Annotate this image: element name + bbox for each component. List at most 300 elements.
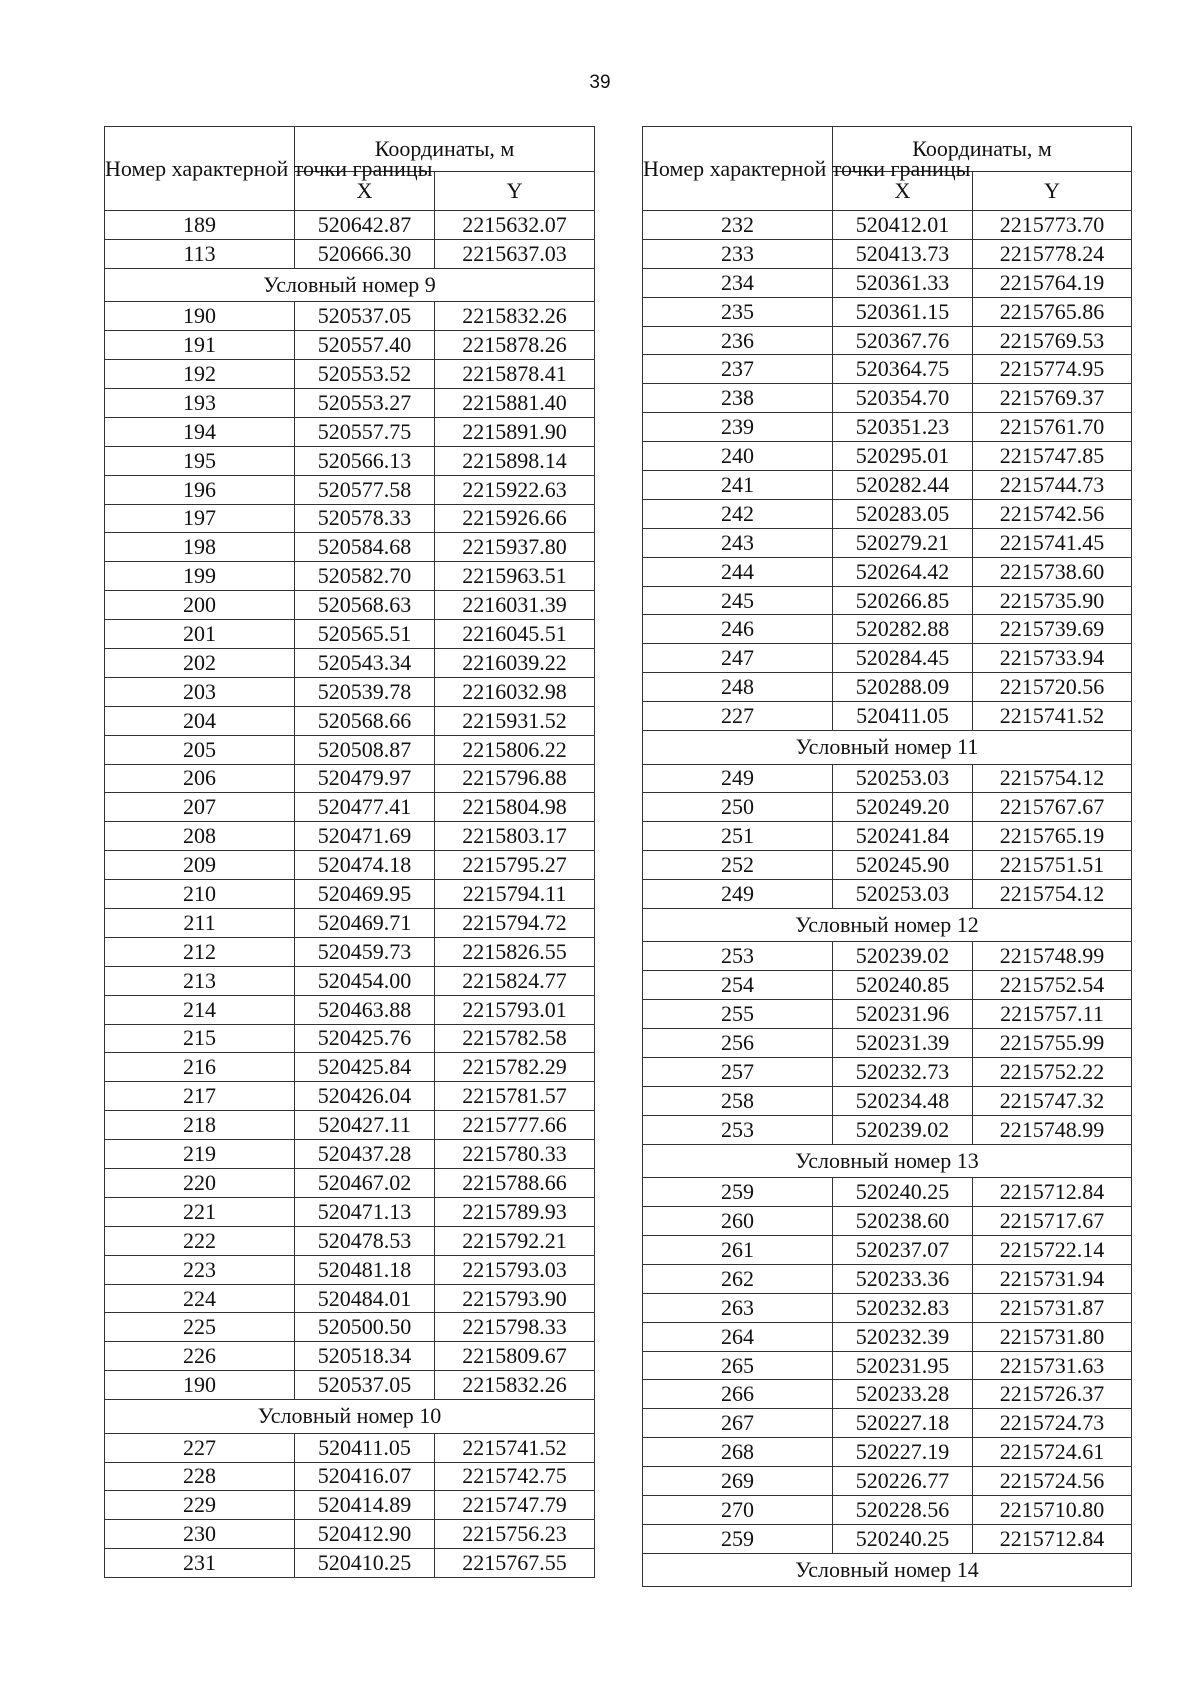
y-coordinate-cell: 2215824.77 bbox=[435, 966, 595, 995]
table-row bbox=[105, 591, 595, 620]
point-number-cell: 267 bbox=[643, 1409, 833, 1438]
point-number-cell: 225 bbox=[105, 1313, 295, 1342]
coordinates-header: Координаты, м bbox=[833, 127, 1132, 172]
y-coordinate-cell: 2215710.80 bbox=[973, 1496, 1132, 1525]
point-number-cell: 248 bbox=[643, 673, 833, 702]
x-header: X bbox=[295, 172, 435, 211]
point-number-cell: 190 bbox=[105, 1371, 295, 1400]
x-coordinate-cell: 520539.78 bbox=[295, 677, 435, 706]
point-number-cell: 249 bbox=[643, 880, 833, 909]
x-coordinate-cell: 520642.87 bbox=[295, 211, 435, 240]
table-row bbox=[105, 1371, 595, 1400]
point-number-cell: 196 bbox=[105, 475, 295, 504]
x-coordinate-cell: 520240.25 bbox=[833, 1178, 973, 1207]
x-coordinate-cell: 520474.18 bbox=[295, 851, 435, 880]
x-coordinate-cell: 520537.05 bbox=[295, 302, 435, 331]
y-coordinate-cell: 2215765.86 bbox=[973, 297, 1132, 326]
point-number-cell: 219 bbox=[105, 1140, 295, 1169]
y-coordinate-cell: 2215637.03 bbox=[435, 239, 595, 268]
table-row bbox=[643, 239, 1132, 268]
section-row bbox=[643, 1144, 1132, 1178]
table-row bbox=[643, 1467, 1132, 1496]
x-coordinate-cell: 520237.07 bbox=[833, 1236, 973, 1265]
point-number-cell: 223 bbox=[105, 1255, 295, 1284]
y-coordinate-cell: 2215748.99 bbox=[973, 1115, 1132, 1144]
point-number-cell: 192 bbox=[105, 360, 295, 389]
y-coordinate-cell: 2215747.79 bbox=[435, 1491, 595, 1520]
y-coordinate-cell: 2215756.23 bbox=[435, 1520, 595, 1549]
x-coordinate-cell: 520553.27 bbox=[295, 388, 435, 417]
table-row bbox=[643, 586, 1132, 615]
y-coordinate-cell: 2215720.56 bbox=[973, 673, 1132, 702]
table-row bbox=[643, 355, 1132, 384]
x-coordinate-cell: 520253.03 bbox=[833, 880, 973, 909]
x-coordinate-cell: 520226.77 bbox=[833, 1467, 973, 1496]
point-number-cell: 262 bbox=[643, 1264, 833, 1293]
y-coordinate-cell: 2215741.45 bbox=[973, 528, 1132, 557]
table-row bbox=[643, 942, 1132, 971]
y-coordinate-cell: 2215726.37 bbox=[973, 1380, 1132, 1409]
y-coordinate-cell: 2215748.99 bbox=[973, 942, 1132, 971]
x-coordinate-cell: 520361.15 bbox=[833, 297, 973, 326]
table-row bbox=[643, 1293, 1132, 1322]
y-coordinate-cell: 2215806.22 bbox=[435, 735, 595, 764]
x-coordinate-cell: 520239.02 bbox=[833, 942, 973, 971]
y-coordinate-cell: 2215747.85 bbox=[973, 442, 1132, 471]
point-number-cell: 206 bbox=[105, 764, 295, 793]
point-number-cell: 232 bbox=[643, 211, 833, 240]
point-number-cell: 228 bbox=[105, 1462, 295, 1491]
x-coordinate-cell: 520565.51 bbox=[295, 620, 435, 649]
y-coordinate-cell: 2215778.24 bbox=[973, 239, 1132, 268]
section-title: Условный номер 11 bbox=[643, 731, 1132, 765]
table-row bbox=[105, 1491, 595, 1520]
x-coordinate-cell: 520283.05 bbox=[833, 499, 973, 528]
y-coordinate-cell: 2215767.67 bbox=[973, 793, 1132, 822]
table-row bbox=[643, 1178, 1132, 1207]
table-row bbox=[105, 1169, 595, 1198]
point-number-cell: 266 bbox=[643, 1380, 833, 1409]
point-number-cell: 259 bbox=[643, 1178, 833, 1207]
point-number-cell: 227 bbox=[105, 1433, 295, 1462]
y-coordinate-cell: 2215724.61 bbox=[973, 1438, 1132, 1467]
x-coordinate-cell: 520364.75 bbox=[833, 355, 973, 384]
x-coordinate-cell: 520479.97 bbox=[295, 764, 435, 793]
x-coordinate-cell: 520426.04 bbox=[295, 1082, 435, 1111]
point-number-cell: 113 bbox=[105, 239, 295, 268]
point-number-cell: 203 bbox=[105, 677, 295, 706]
table-row bbox=[643, 268, 1132, 297]
x-coordinate-cell: 520284.45 bbox=[833, 644, 973, 673]
table-row bbox=[643, 211, 1132, 240]
x-coordinate-cell: 520454.00 bbox=[295, 966, 435, 995]
point-number-cell: 243 bbox=[643, 528, 833, 557]
table-row bbox=[105, 648, 595, 677]
y-coordinate-cell: 2215789.93 bbox=[435, 1197, 595, 1226]
section-row bbox=[643, 1553, 1132, 1587]
x-coordinate-cell: 520282.44 bbox=[833, 471, 973, 500]
point-number-cell: 247 bbox=[643, 644, 833, 673]
table-row bbox=[643, 1207, 1132, 1236]
point-number-cell: 238 bbox=[643, 384, 833, 413]
point-number-header: Номер характерной точки границы bbox=[105, 127, 295, 211]
y-coordinate-cell: 2215881.40 bbox=[435, 388, 595, 417]
point-number-cell: 207 bbox=[105, 793, 295, 822]
point-number-cell: 189 bbox=[105, 211, 295, 240]
point-number-cell: 215 bbox=[105, 1024, 295, 1053]
table-row bbox=[105, 1549, 595, 1578]
table-row bbox=[643, 1115, 1132, 1144]
y-coordinate-cell: 2216032.98 bbox=[435, 677, 595, 706]
x-coordinate-cell: 520279.21 bbox=[833, 528, 973, 557]
point-number-cell: 230 bbox=[105, 1520, 295, 1549]
y-coordinate-cell: 2215773.70 bbox=[973, 211, 1132, 240]
table-row bbox=[643, 764, 1132, 793]
y-coordinate-cell: 2215798.33 bbox=[435, 1313, 595, 1342]
table-row bbox=[643, 1409, 1132, 1438]
table-row bbox=[643, 1438, 1132, 1467]
y-coordinate-cell: 2216031.39 bbox=[435, 591, 595, 620]
point-number-cell: 221 bbox=[105, 1197, 295, 1226]
section-row bbox=[643, 731, 1132, 765]
table-row bbox=[643, 384, 1132, 413]
x-coordinate-cell: 520553.52 bbox=[295, 360, 435, 389]
table-row bbox=[643, 1086, 1132, 1115]
page-number: 39 bbox=[589, 72, 611, 93]
y-coordinate-cell: 2215731.80 bbox=[973, 1322, 1132, 1351]
y-coordinate-cell: 2215926.66 bbox=[435, 504, 595, 533]
x-coordinate-cell: 520477.41 bbox=[295, 793, 435, 822]
point-number-cell: 222 bbox=[105, 1226, 295, 1255]
point-number-cell: 250 bbox=[643, 793, 833, 822]
table-row bbox=[105, 533, 595, 562]
y-coordinate-cell: 2215744.73 bbox=[973, 471, 1132, 500]
point-number-cell: 257 bbox=[643, 1058, 833, 1087]
x-coordinate-cell: 520410.25 bbox=[295, 1549, 435, 1578]
table-row bbox=[643, 673, 1132, 702]
y-coordinate-cell: 2215937.80 bbox=[435, 533, 595, 562]
point-number-cell: 261 bbox=[643, 1236, 833, 1265]
table-row bbox=[643, 971, 1132, 1000]
table-row bbox=[643, 615, 1132, 644]
y-coordinate-cell: 2215898.14 bbox=[435, 446, 595, 475]
y-coordinate-cell: 2215782.58 bbox=[435, 1024, 595, 1053]
y-coordinate-cell: 2215712.84 bbox=[973, 1178, 1132, 1207]
point-number-cell: 212 bbox=[105, 937, 295, 966]
x-coordinate-cell: 520427.11 bbox=[295, 1111, 435, 1140]
table-row bbox=[643, 1236, 1132, 1265]
y-coordinate-cell: 2215782.29 bbox=[435, 1053, 595, 1082]
x-coordinate-cell: 520582.70 bbox=[295, 562, 435, 591]
table-row bbox=[105, 620, 595, 649]
table-row bbox=[105, 880, 595, 909]
y-coordinate-cell: 2215774.95 bbox=[973, 355, 1132, 384]
y-coordinate-cell: 2215777.66 bbox=[435, 1111, 595, 1140]
point-number-cell: 217 bbox=[105, 1082, 295, 1111]
point-number-cell: 237 bbox=[643, 355, 833, 384]
x-coordinate-cell: 520471.69 bbox=[295, 822, 435, 851]
x-coordinate-cell: 520241.84 bbox=[833, 822, 973, 851]
y-coordinate-cell: 2215712.84 bbox=[973, 1524, 1132, 1553]
y-coordinate-cell: 2215781.57 bbox=[435, 1082, 595, 1111]
point-number-cell: 249 bbox=[643, 764, 833, 793]
table-row bbox=[105, 239, 595, 268]
y-coordinate-cell: 2215963.51 bbox=[435, 562, 595, 591]
table-row bbox=[105, 1284, 595, 1313]
table-row bbox=[105, 966, 595, 995]
x-coordinate-cell: 520537.05 bbox=[295, 1371, 435, 1400]
table-row bbox=[105, 1462, 595, 1491]
x-coordinate-cell: 520413.73 bbox=[833, 239, 973, 268]
point-number-cell: 265 bbox=[643, 1351, 833, 1380]
table-row bbox=[643, 1351, 1132, 1380]
x-coordinate-cell: 520240.25 bbox=[833, 1524, 973, 1553]
x-coordinate-cell: 520282.88 bbox=[833, 615, 973, 644]
point-number-cell: 236 bbox=[643, 326, 833, 355]
section-row bbox=[105, 1400, 595, 1434]
y-coordinate-cell: 2215795.27 bbox=[435, 851, 595, 880]
x-coordinate-cell: 520437.28 bbox=[295, 1140, 435, 1169]
x-coordinate-cell: 520568.66 bbox=[295, 706, 435, 735]
y-coordinate-cell: 2215733.94 bbox=[973, 644, 1132, 673]
y-coordinate-cell: 2215742.75 bbox=[435, 1462, 595, 1491]
x-coordinate-cell: 520227.19 bbox=[833, 1438, 973, 1467]
point-number-cell: 218 bbox=[105, 1111, 295, 1140]
x-coordinate-cell: 520478.53 bbox=[295, 1226, 435, 1255]
y-coordinate-cell: 2215632.07 bbox=[435, 211, 595, 240]
table-row bbox=[643, 644, 1132, 673]
x-coordinate-cell: 520239.02 bbox=[833, 1115, 973, 1144]
table-row bbox=[643, 1000, 1132, 1029]
table-row bbox=[105, 1313, 595, 1342]
table-row bbox=[105, 735, 595, 764]
x-coordinate-cell: 520266.85 bbox=[833, 586, 973, 615]
table-row bbox=[643, 1058, 1132, 1087]
table-row bbox=[105, 1255, 595, 1284]
y-coordinate-cell: 2215878.41 bbox=[435, 360, 595, 389]
x-coordinate-cell: 520232.73 bbox=[833, 1058, 973, 1087]
section-title: Условный номер 14 bbox=[643, 1553, 1132, 1587]
point-number-cell: 253 bbox=[643, 1115, 833, 1144]
point-number-cell: 190 bbox=[105, 302, 295, 331]
point-number-cell: 213 bbox=[105, 966, 295, 995]
point-number-cell: 201 bbox=[105, 620, 295, 649]
table-row bbox=[105, 937, 595, 966]
point-number-cell: 200 bbox=[105, 591, 295, 620]
x-coordinate-cell: 520584.68 bbox=[295, 533, 435, 562]
table-row bbox=[643, 471, 1132, 500]
point-number-cell: 224 bbox=[105, 1284, 295, 1313]
table-row bbox=[643, 1524, 1132, 1553]
x-coordinate-cell: 520666.30 bbox=[295, 239, 435, 268]
y-coordinate-cell: 2215793.90 bbox=[435, 1284, 595, 1313]
table-row bbox=[105, 1053, 595, 1082]
x-coordinate-cell: 520249.20 bbox=[833, 793, 973, 822]
y-header: Y bbox=[435, 172, 595, 211]
table-row bbox=[105, 1140, 595, 1169]
y-coordinate-cell: 2215731.63 bbox=[973, 1351, 1132, 1380]
point-number-cell: 259 bbox=[643, 1524, 833, 1553]
point-number-header: Номер характерной точки границы bbox=[643, 127, 833, 211]
y-header: Y bbox=[973, 172, 1132, 211]
table-row bbox=[105, 562, 595, 591]
y-coordinate-cell: 2215735.90 bbox=[973, 586, 1132, 615]
point-number-cell: 214 bbox=[105, 995, 295, 1024]
y-coordinate-cell: 2215764.19 bbox=[973, 268, 1132, 297]
y-coordinate-cell: 2215794.72 bbox=[435, 908, 595, 937]
y-coordinate-cell: 2215832.26 bbox=[435, 302, 595, 331]
section-title: Условный номер 12 bbox=[643, 908, 1132, 942]
point-number-cell: 256 bbox=[643, 1029, 833, 1058]
y-coordinate-cell: 2215724.56 bbox=[973, 1467, 1132, 1496]
point-number-cell: 216 bbox=[105, 1053, 295, 1082]
y-coordinate-cell: 2215754.12 bbox=[973, 764, 1132, 793]
point-number-cell: 252 bbox=[643, 851, 833, 880]
table-row bbox=[643, 880, 1132, 909]
table-row bbox=[105, 1342, 595, 1371]
table-row bbox=[643, 702, 1132, 731]
x-coordinate-cell: 520557.40 bbox=[295, 331, 435, 360]
x-coordinate-cell: 520425.76 bbox=[295, 1024, 435, 1053]
x-coordinate-cell: 520240.85 bbox=[833, 971, 973, 1000]
x-coordinate-cell: 520231.39 bbox=[833, 1029, 973, 1058]
table-row bbox=[105, 822, 595, 851]
table-row bbox=[105, 851, 595, 880]
y-coordinate-cell: 2215755.99 bbox=[973, 1029, 1132, 1058]
x-coordinate-cell: 520469.71 bbox=[295, 908, 435, 937]
point-number-cell: 205 bbox=[105, 735, 295, 764]
point-number-cell: 195 bbox=[105, 446, 295, 475]
section-title: Условный номер 9 bbox=[105, 268, 595, 302]
x-coordinate-cell: 520351.23 bbox=[833, 413, 973, 442]
y-coordinate-cell: 2215788.66 bbox=[435, 1169, 595, 1198]
y-coordinate-cell: 2215722.14 bbox=[973, 1236, 1132, 1265]
section-row bbox=[643, 908, 1132, 942]
point-number-cell: 269 bbox=[643, 1467, 833, 1496]
point-number-cell: 191 bbox=[105, 331, 295, 360]
table-row bbox=[105, 475, 595, 504]
y-coordinate-cell: 2215738.60 bbox=[973, 557, 1132, 586]
table-row bbox=[643, 1264, 1132, 1293]
x-coordinate-cell: 520411.05 bbox=[295, 1433, 435, 1462]
x-coordinate-cell: 520508.87 bbox=[295, 735, 435, 764]
y-coordinate-cell: 2215747.32 bbox=[973, 1086, 1132, 1115]
x-coordinate-cell: 520231.95 bbox=[833, 1351, 973, 1380]
section-title: Условный номер 13 bbox=[643, 1144, 1132, 1178]
point-number-cell: 251 bbox=[643, 822, 833, 851]
point-number-cell: 254 bbox=[643, 971, 833, 1000]
x-coordinate-cell: 520459.73 bbox=[295, 937, 435, 966]
x-coordinate-cell: 520231.96 bbox=[833, 1000, 973, 1029]
table-row bbox=[105, 417, 595, 446]
y-coordinate-cell: 2216045.51 bbox=[435, 620, 595, 649]
table-row bbox=[105, 1520, 595, 1549]
x-coordinate-cell: 520253.03 bbox=[833, 764, 973, 793]
x-coordinate-cell: 520361.33 bbox=[833, 268, 973, 297]
x-coordinate-cell: 520425.84 bbox=[295, 1053, 435, 1082]
y-coordinate-cell: 2215794.11 bbox=[435, 880, 595, 909]
point-number-cell: 193 bbox=[105, 388, 295, 417]
x-coordinate-cell: 520238.60 bbox=[833, 1207, 973, 1236]
y-coordinate-cell: 2215754.12 bbox=[973, 880, 1132, 909]
point-number-cell: 202 bbox=[105, 648, 295, 677]
table-row bbox=[643, 557, 1132, 586]
table-row bbox=[105, 1082, 595, 1111]
x-coordinate-cell: 520245.90 bbox=[833, 851, 973, 880]
y-coordinate-cell: 2215731.87 bbox=[973, 1293, 1132, 1322]
point-number-cell: 260 bbox=[643, 1207, 833, 1236]
x-coordinate-cell: 520578.33 bbox=[295, 504, 435, 533]
point-number-cell: 242 bbox=[643, 499, 833, 528]
point-number-cell: 268 bbox=[643, 1438, 833, 1467]
table-row bbox=[105, 1111, 595, 1140]
x-coordinate-cell: 520416.07 bbox=[295, 1462, 435, 1491]
point-number-cell: 255 bbox=[643, 1000, 833, 1029]
point-number-cell: 258 bbox=[643, 1086, 833, 1115]
x-coordinate-cell: 520234.48 bbox=[833, 1086, 973, 1115]
section-row bbox=[105, 268, 595, 302]
table-row bbox=[643, 413, 1132, 442]
point-number-cell: 226 bbox=[105, 1342, 295, 1371]
table-row bbox=[643, 1029, 1132, 1058]
y-coordinate-cell: 2215741.52 bbox=[435, 1433, 595, 1462]
x-coordinate-cell: 520367.76 bbox=[833, 326, 973, 355]
point-number-cell: 210 bbox=[105, 880, 295, 909]
point-number-cell: 264 bbox=[643, 1322, 833, 1351]
x-coordinate-cell: 520471.13 bbox=[295, 1197, 435, 1226]
y-coordinate-cell: 2215878.26 bbox=[435, 331, 595, 360]
point-number-cell: 209 bbox=[105, 851, 295, 880]
y-coordinate-cell: 2215767.55 bbox=[435, 1549, 595, 1578]
table-row bbox=[643, 442, 1132, 471]
x-coordinate-cell: 520484.01 bbox=[295, 1284, 435, 1313]
x-coordinate-cell: 520411.05 bbox=[833, 702, 973, 731]
point-number-cell: 197 bbox=[105, 504, 295, 533]
y-coordinate-cell: 2215803.17 bbox=[435, 822, 595, 851]
x-coordinate-cell: 520518.34 bbox=[295, 1342, 435, 1371]
y-coordinate-cell: 2215724.73 bbox=[973, 1409, 1132, 1438]
table-row bbox=[105, 360, 595, 389]
table-row bbox=[643, 1496, 1132, 1525]
coordinates-table-right bbox=[642, 126, 1132, 1587]
point-number-cell: 211 bbox=[105, 908, 295, 937]
table-row bbox=[643, 1380, 1132, 1409]
x-coordinate-cell: 520354.70 bbox=[833, 384, 973, 413]
point-number-cell: 227 bbox=[643, 702, 833, 731]
point-number-cell: 240 bbox=[643, 442, 833, 471]
x-coordinate-cell: 520469.95 bbox=[295, 880, 435, 909]
table-row bbox=[105, 504, 595, 533]
y-coordinate-cell: 2215826.55 bbox=[435, 937, 595, 966]
x-coordinate-cell: 520232.83 bbox=[833, 1293, 973, 1322]
y-coordinate-cell: 2215809.67 bbox=[435, 1342, 595, 1371]
y-coordinate-cell: 2215741.52 bbox=[973, 702, 1132, 731]
point-number-cell: 229 bbox=[105, 1491, 295, 1520]
table-row bbox=[105, 302, 595, 331]
y-coordinate-cell: 2215832.26 bbox=[435, 1371, 595, 1400]
y-coordinate-cell: 2215769.37 bbox=[973, 384, 1132, 413]
table-row bbox=[105, 677, 595, 706]
point-number-cell: 245 bbox=[643, 586, 833, 615]
x-coordinate-cell: 520227.18 bbox=[833, 1409, 973, 1438]
y-coordinate-cell: 2215739.69 bbox=[973, 615, 1132, 644]
table-row bbox=[105, 388, 595, 417]
y-coordinate-cell: 2216039.22 bbox=[435, 648, 595, 677]
point-number-cell: 204 bbox=[105, 706, 295, 735]
point-number-cell: 246 bbox=[643, 615, 833, 644]
x-coordinate-cell: 520577.58 bbox=[295, 475, 435, 504]
section-title: Условный номер 10 bbox=[105, 1400, 595, 1434]
